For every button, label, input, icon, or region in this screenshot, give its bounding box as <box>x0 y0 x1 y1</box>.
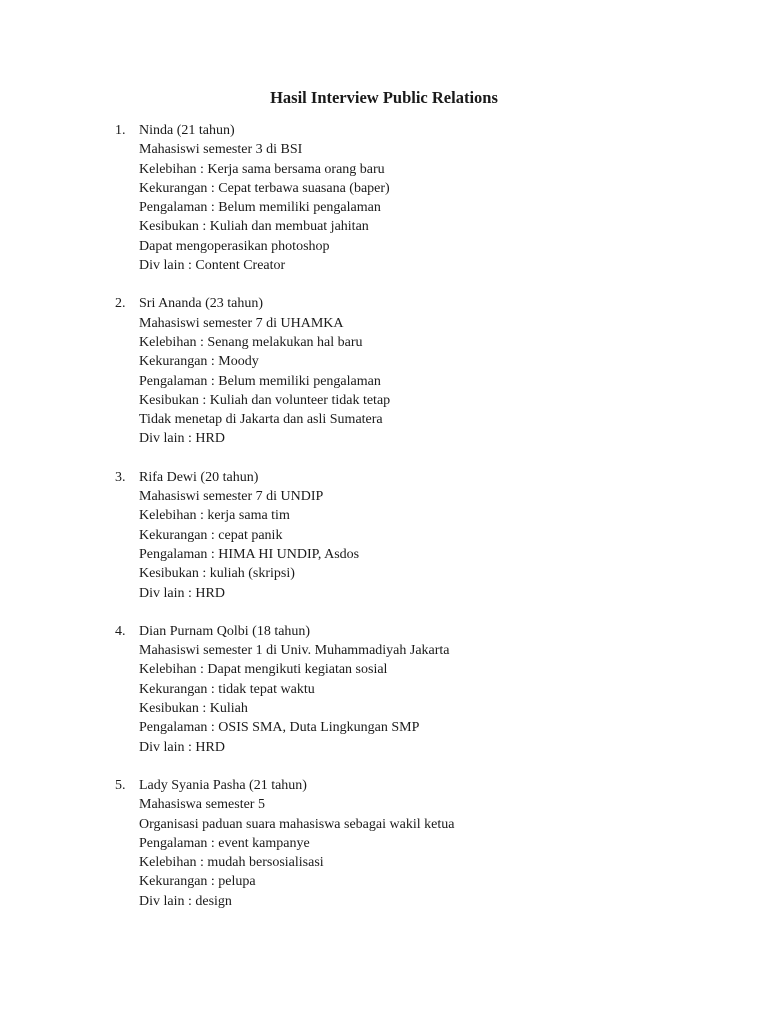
list-item <box>0 121 768 275</box>
candidate-detail-line: Kesibukan : Kuliah dan membuat jahitan <box>139 219 369 235</box>
list-item <box>0 468 768 603</box>
candidate-detail-line: Mahasiswi semester 7 di UHAMKA <box>139 315 344 331</box>
candidate-name: Ninda (21 tahun) <box>139 123 235 138</box>
candidate-detail-line: Dapat mengoperasikan photoshop <box>139 238 330 254</box>
candidate-detail-line: Kesibukan : kuliah (skripsi) <box>139 566 295 582</box>
candidate-detail-line: Kekurangan : Cepat terbawa suasana (baper) <box>139 180 390 196</box>
candidate-detail-line: Kekurangan : Moody <box>139 354 259 370</box>
candidate-detail-line: Pengalaman : Belum memiliki pengalaman <box>139 373 381 389</box>
candidate-detail-line: Kekurangan : tidak tepat waktu <box>139 681 315 697</box>
list-item-number: 5. <box>115 777 126 793</box>
candidate-detail-line: Mahasiswa semester 5 <box>139 797 265 813</box>
candidate-detail-line: Tidak menetap di Jakarta dan asli Sumatera <box>139 412 383 428</box>
candidate-detail-line: Kelebihan : Senang melakukan hal baru <box>139 334 363 350</box>
candidate-detail-line: Kelebihan : kerja sama tim <box>139 508 290 524</box>
candidate-name: Dian Purnam Qolbi (18 tahun) <box>139 623 311 639</box>
candidate-detail-line: Pengalaman : Belum memiliki pengalaman <box>139 200 381 216</box>
candidate-detail-line: Mahasiswi semester 7 di UNDIP <box>139 489 324 505</box>
list-item <box>0 622 768 757</box>
candidate-name: Rifa Dewi (20 tahun) <box>139 469 259 485</box>
candidate-detail-line: Mahasiswi semester 1 di Univ. Muhammadiyah Jakarta <box>139 643 450 659</box>
list-item <box>0 294 768 448</box>
candidate-detail-line: Kelebihan : mudah bersosialisasi <box>139 855 324 871</box>
list-item-number: 4. <box>115 623 126 639</box>
candidate-detail-line: Div lain : HRD <box>139 739 225 755</box>
list-item-number: 1. <box>115 123 126 138</box>
candidate-detail-line: Kesibukan : Kuliah dan volunteer tidak tetap <box>139 392 391 408</box>
candidate-detail-line: Mahasiswi semester 3 di BSI <box>139 142 303 158</box>
candidate-detail-line: Div lain : design <box>139 893 232 909</box>
candidate-detail-line: Kesibukan : Kuliah <box>139 701 248 717</box>
list-item-number: 2. <box>115 296 126 312</box>
list-item-number: 3. <box>115 469 126 485</box>
candidate-detail-line: Kelebihan : Kerja sama bersama orang baru <box>139 161 385 177</box>
interview-list <box>0 121 768 930</box>
candidate-detail-line: Organisasi paduan suara mahasiswa sebagai wakil ketua <box>139 816 455 832</box>
candidate-detail-line: Pengalaman : HIMA HI UNDIP, Asdos <box>139 546 360 562</box>
list-item <box>0 776 768 911</box>
candidate-detail-line: Div lain : Content Creator <box>139 258 286 274</box>
candidate-detail-line: Div lain : HRD <box>139 431 225 447</box>
document-title: Hasil Interview Public Relations <box>270 88 498 107</box>
candidate-detail-line: Kekurangan : cepat panik <box>139 527 283 543</box>
candidate-detail-line: Pengalaman : event kampanye <box>139 835 310 851</box>
candidate-detail-line: Div lain : HRD <box>139 585 225 601</box>
candidate-detail-line: Pengalaman : OSIS SMA, Duta Lingkungan SMP <box>139 720 420 736</box>
candidate-detail-line: Kekurangan : pelupa <box>139 874 256 890</box>
candidate-name: Lady Syania Pasha (21 tahun) <box>139 777 307 793</box>
candidate-detail-line: Kelebihan : Dapat mengikuti kegiatan sosial <box>139 662 388 678</box>
candidate-name: Sri Ananda (23 tahun) <box>139 296 264 312</box>
